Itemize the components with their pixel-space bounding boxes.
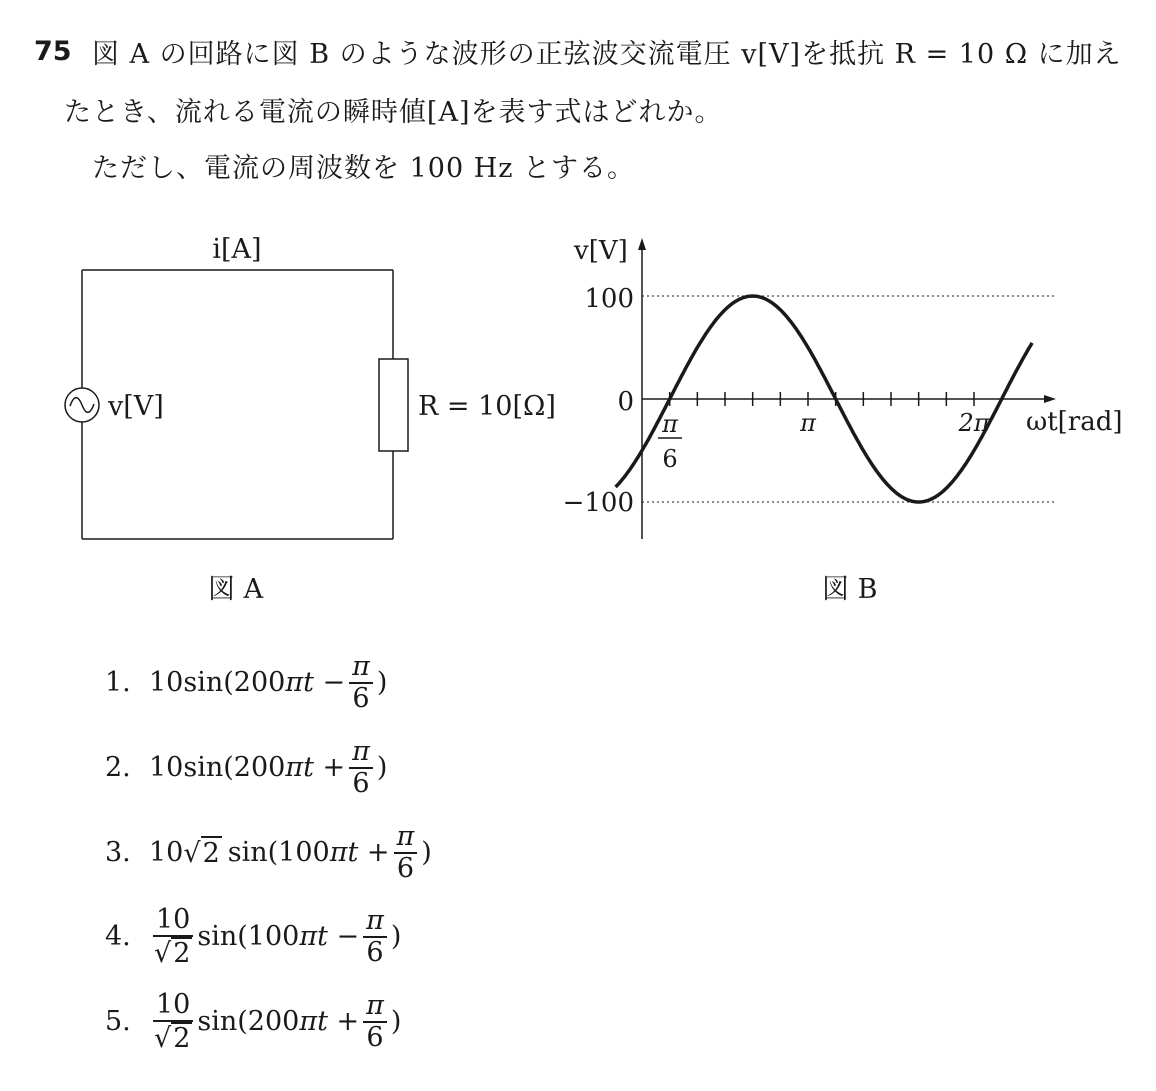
pi-over-6: $\frac{\pi}{6}$ [349,737,373,798]
question-line-3: ただし、電流の周波数を 100 Hz とする。 [92,153,636,184]
pi-over-6: $\frac{\pi}{6}$ [363,991,387,1052]
x-axis-arrow-icon [1044,395,1056,403]
question-number: 75 [34,36,72,67]
pi-symbol: π [329,837,348,869]
figure-a-caption: 図 A [208,574,264,605]
y-tick-100: 100 [584,284,634,314]
close-paren: ) [390,921,402,953]
option-2[interactable] [105,737,387,798]
sin-term: sin(100 [227,837,330,869]
question-line-2: たとき、流れる電流の瞬時値[A]を表す式はどれか。 [64,97,723,128]
option-number: 4. [105,921,131,953]
coefficient: 10 [149,752,184,784]
y-tick-0: 0 [617,387,634,417]
pi-over-6: $\frac{\pi}{6}$ [394,822,418,883]
coefficient: 10 [149,667,184,699]
option-3[interactable] [105,822,432,883]
pi-symbol: π [299,921,318,953]
sin-term: sin(200 [183,752,286,784]
option-number: 1. [105,667,131,699]
close-paren: ) [376,752,388,784]
x-tick-pi: π [800,409,816,437]
x-tick-pi-over-6-numerator: π [662,410,678,438]
close-paren: ) [421,837,432,869]
sign-term: t + [303,752,346,784]
ten-over-sqrt-2: 10 √ 2 [153,990,193,1053]
x-tick-2pi: 2π [958,409,990,437]
sqrt-2: √ 2 [183,838,220,870]
sin-term: sin(100 [197,921,300,953]
pi-symbol: π [285,667,304,699]
pi-symbol: π [299,1006,318,1038]
resistor-icon [379,359,408,451]
current-label: i[A] [212,234,262,265]
sign-term: t − [303,667,346,699]
ten-over-sqrt-2: 10 √ 2 [153,905,193,968]
pi-over-6: $\frac{\pi}{6}$ [363,906,387,967]
sign-term: t + [317,1006,360,1038]
pi-symbol: π [285,752,304,784]
option-number: 3. [105,837,131,869]
y-axis-label: v[V] [574,236,628,266]
close-paren: ) [376,667,388,699]
option-5[interactable] [105,990,401,1053]
coefficient: 10 [149,837,184,869]
sign-term: t + [347,837,390,869]
sin-term: sin(200 [183,667,286,699]
option-number: 5. [105,1006,131,1038]
waveform-chart [560,225,1140,555]
option-4[interactable] [105,905,401,968]
x-axis-label: ωt[rad] [1026,407,1123,437]
pi-over-6: $\frac{\pi}{6}$ [349,652,373,713]
circuit-diagram [50,225,570,555]
sin-term: sin(200 [197,1006,300,1038]
y-tick-minus-100: −100 [562,488,634,518]
question-line-1: 図 A の回路に図 B のような波形の正弦波交流電圧 v[V]を抵抗 R = 10 Ω に加え [92,39,1122,70]
close-paren: ) [390,1006,402,1038]
resistor-label: R = 10[Ω] [418,391,556,422]
figure-b-caption: 図 B [822,574,878,605]
source-label: v[V] [108,391,164,422]
y-axis-arrow-icon [638,238,646,250]
x-tick-pi-over-6-denominator: 6 [662,445,678,473]
sign-term: t − [317,921,360,953]
option-number: 2. [105,752,131,784]
option-1[interactable] [105,652,387,713]
ac-source-icon [65,388,99,422]
